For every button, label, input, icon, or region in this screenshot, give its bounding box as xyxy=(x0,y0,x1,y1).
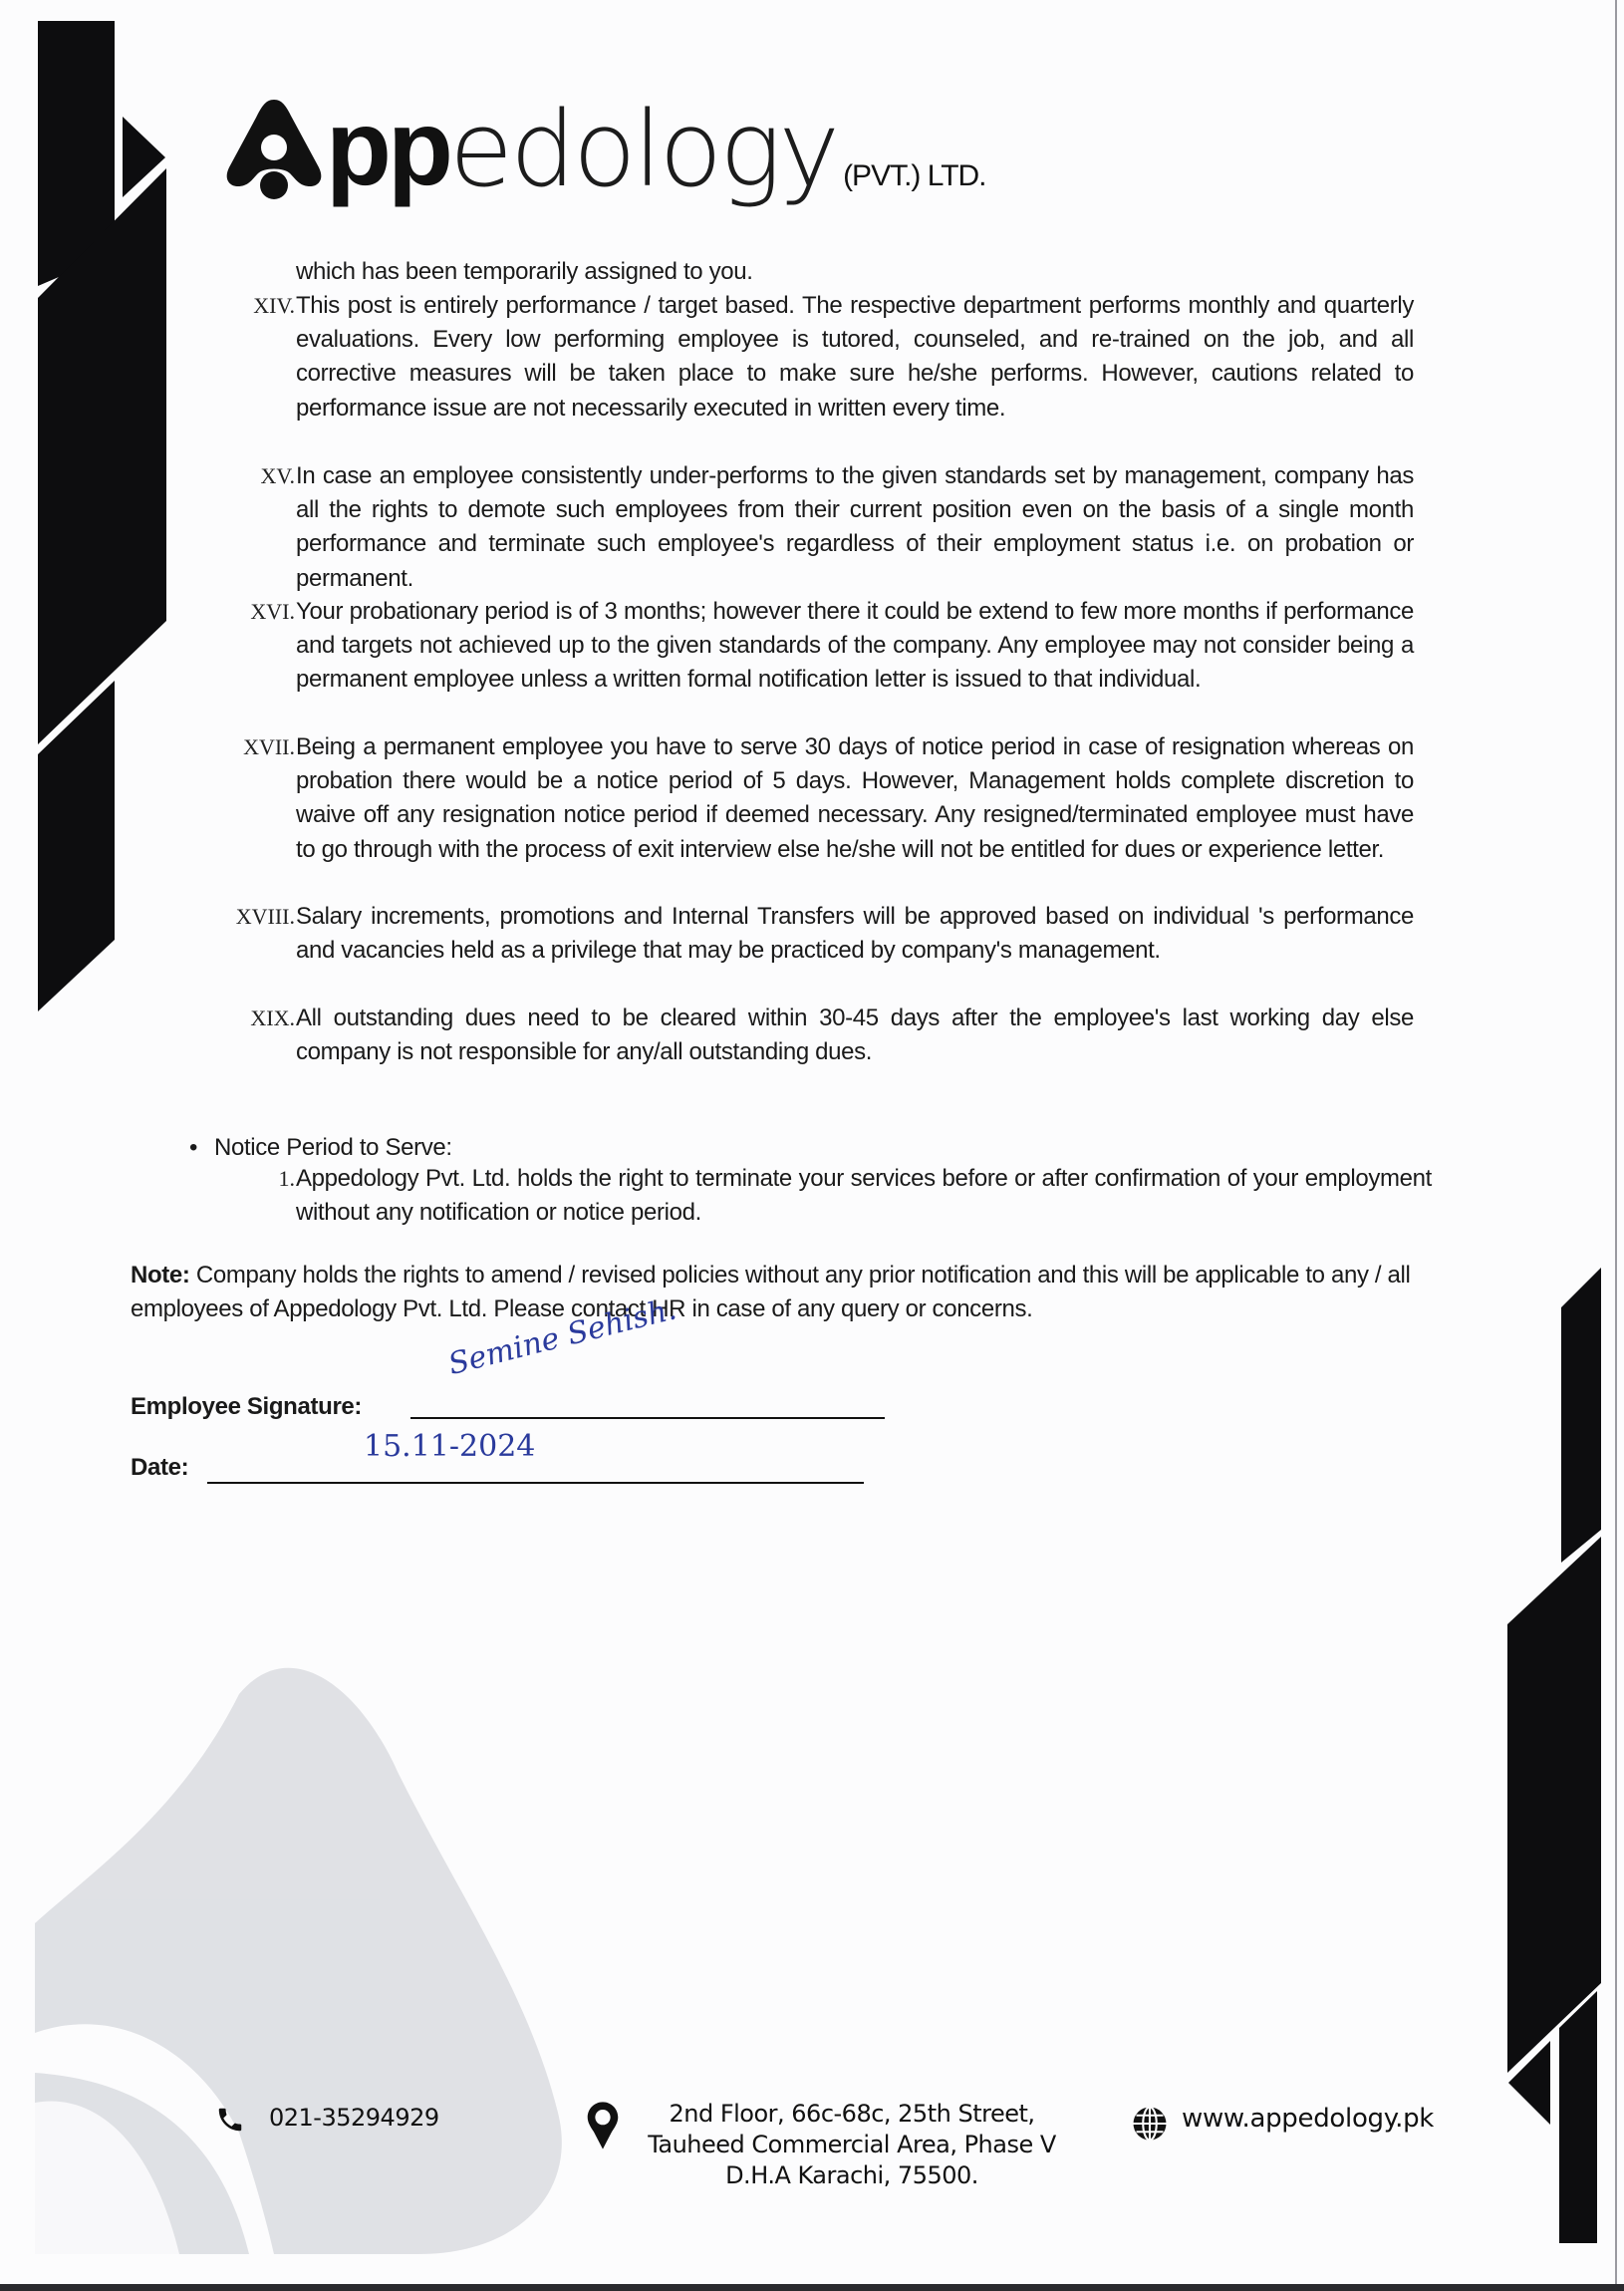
note-paragraph xyxy=(131,1259,1426,1326)
clause-text: Your probationary period is of 3 months; however there it could be extend to few more months if performance and targets not achieved up to the given standards of the company. Any employee may not consider being a permanent employee unless a written formal notification letter is issued to that individual. xyxy=(296,598,1414,694)
map-pin-icon xyxy=(586,2101,620,2150)
date-field[interactable] xyxy=(207,1482,864,1484)
watermark-shape xyxy=(35,1668,562,2254)
clause-numeral: XIV. xyxy=(253,293,295,318)
left-decorative-bar xyxy=(38,21,166,1011)
employee-signature-field[interactable] xyxy=(410,1417,885,1419)
note-label: Note: xyxy=(131,1262,190,1289)
clause-numeral: XIX. xyxy=(250,1005,295,1030)
footer-website[interactable]: www.appedology.pk xyxy=(1182,2104,1435,2134)
notice-item-number: 1. xyxy=(278,1166,295,1191)
clause-text: All outstanding dues need to be cleared within 30-45 days after the employee's last working day else company is not responsible for any/all outstanding dues. xyxy=(296,1004,1414,1066)
note-text: Company holds the rights to amend / revised policies without any prior notification and this will be applicable to any / all employees of Appedology Pvt. Ltd. Please contact HR in case of any query or concerns. xyxy=(131,1262,1411,1323)
address-line-1: 2nd Floor, 66c-68c, 25th Street, xyxy=(669,2100,1035,2128)
phone-icon xyxy=(215,2103,245,2137)
address-line-3: D.H.A Karachi, 75500. xyxy=(725,2161,978,2189)
logo-suffix: (PVT.) LTD. xyxy=(843,159,986,192)
notice-heading: Notice Period to Serve: xyxy=(214,1134,452,1161)
bullet-icon: • xyxy=(189,1134,198,1161)
date-label: Date: xyxy=(131,1454,189,1481)
date-handwriting: 15.11-2024 xyxy=(364,1429,536,1464)
notice-item-text: Appedology Pvt. Ltd. holds the right to terminate your services before or after confirmation of your employment without any notification or notice period. xyxy=(296,1165,1432,1227)
footer-phone: 021-35294929 xyxy=(269,2104,439,2132)
footer-address xyxy=(618,2099,1086,2191)
clause-continuation: which has been temporarily assigned to you. xyxy=(296,258,753,285)
clause-text: In case an employee consistently under-performs to the given standards set by management, company has all the rights to demote such employees from their current position even on the basis of a single month performance and terminate such employee's regardless of their employment status i.e. on probation or permanent. xyxy=(296,462,1414,592)
appedology-a-icon xyxy=(224,98,324,201)
right-decorative-bar xyxy=(1507,1268,1601,2243)
company-logo xyxy=(224,87,986,210)
clause-numeral: XVIII. xyxy=(235,904,295,929)
scan-edge xyxy=(0,2284,1624,2291)
employee-signature-label: Employee Signature: xyxy=(131,1393,363,1420)
clause-text: Salary increments, promotions and Internal Transfers will be approved based on individual 's performance and vacancies held as a privilege that may be practiced by company's management. xyxy=(296,903,1414,965)
logo-bold-text: pp xyxy=(326,87,449,207)
clause-numeral: XVII. xyxy=(243,734,295,759)
clause-numeral: XVI. xyxy=(250,599,295,624)
clause-text: This post is entirely performance / target based. The respective department performs monthly and quarterly evaluations. Every low performing employee is tutored, counseled, and re-trained on the job, and all corrective measures will be taken place to make sure he/she performs. However, cautions related to performance issue are not necessarily executed in written every time. xyxy=(296,292,1414,422)
employee-signature-handwriting: Semine Sehish. xyxy=(444,1291,680,1382)
logo-thin-text: edology xyxy=(448,89,838,210)
clause-numeral: XV. xyxy=(260,463,295,488)
clause-text: Being a permanent employee you have to serve 30 days of notice period in case of resignation whereas on probation there would be a notice period of 5 days. However, Management holds complete discretion to waive off any resignation notice period if deemed necessary. Any resigned/terminated employee must have to go through with the process of exit interview else he/she will not be entitled for dues or experience letter. xyxy=(296,733,1414,863)
globe-icon xyxy=(1132,2106,1168,2142)
address-line-2: Tauheed Commercial Area, Phase V xyxy=(648,2131,1056,2158)
